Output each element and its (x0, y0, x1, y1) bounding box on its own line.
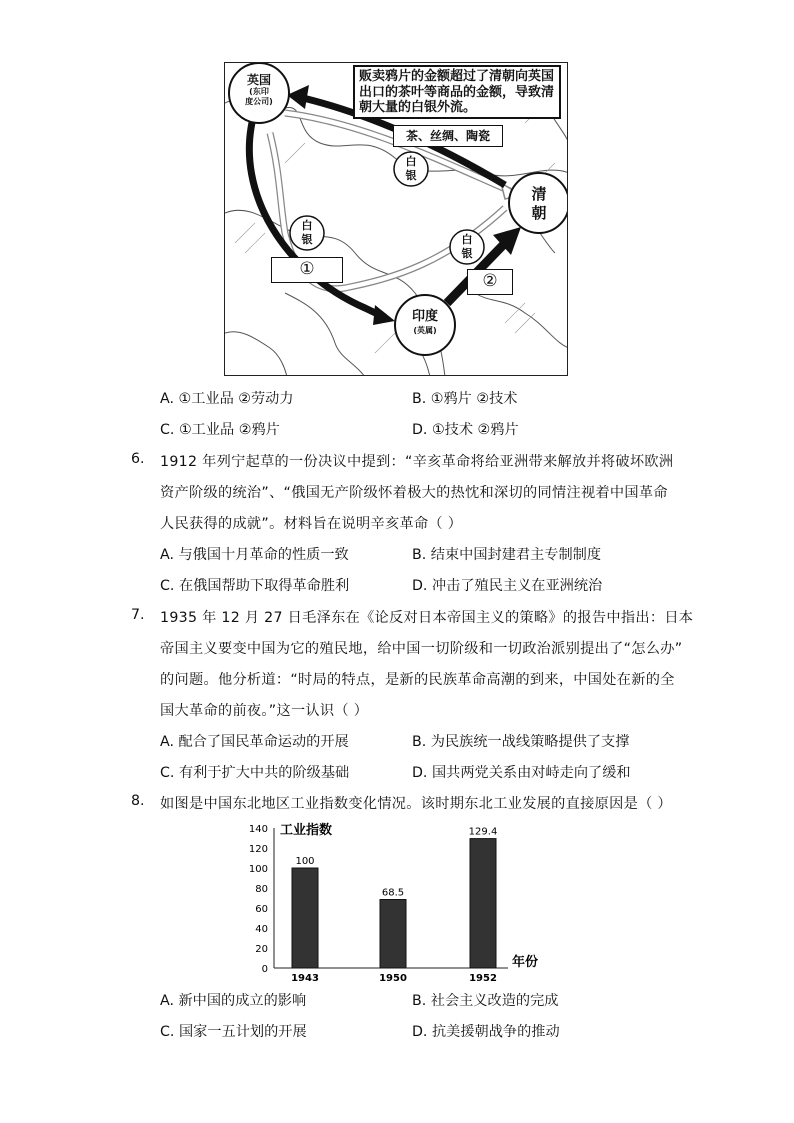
option-text: 新中国的成立的影响 (178, 993, 307, 1009)
option-label: C. (160, 422, 175, 438)
chart-y-tick-label: 80 (255, 884, 268, 895)
q6-stem-line-2: 资产阶级的统治”、“俄国无产阶级怀着极大的热忱和深切的同情注视着中国革命 (160, 485, 668, 501)
option-label: D. (412, 578, 428, 594)
chart-y-tick-label: 100 (248, 864, 268, 875)
silver-label-left: 白银 (301, 219, 313, 246)
option-text: 国家一五计划的开展 (178, 1024, 307, 1040)
chart-svg (240, 818, 560, 984)
chart-xlabel: 年份 (512, 955, 539, 970)
chart-y-tick-label: 20 (255, 944, 268, 955)
chart-y-tick-label: 60 (255, 904, 268, 915)
chart-bar-1952 (470, 839, 496, 968)
trade-map-figure (224, 62, 568, 376)
option-text: 结束中国封建君主专制制度 (430, 547, 602, 563)
chart-data-label-1943: 100 (295, 856, 315, 867)
q7-option-b[interactable] (412, 731, 629, 751)
silver-label-top: 白银 (405, 155, 417, 182)
q5-option-a[interactable] (160, 388, 294, 408)
q7-number: 7. (131, 607, 145, 623)
q6-stem-line-3: 人民获得的成就”。材料旨在说明辛亥革命（ ） (160, 516, 463, 532)
india-sublabel: (英属) (413, 326, 437, 335)
chart-ylabel: 工业指数 (280, 823, 333, 838)
chart-data-label-1950: 68.5 (381, 887, 405, 899)
q7-option-d[interactable] (412, 762, 631, 782)
option-text: 冲击了殖民主义在亚洲统治 (431, 578, 603, 594)
chart-y-tick-label: 40 (255, 924, 268, 935)
option-text: ①工业品 ②劳动力 (178, 391, 294, 407)
q7-stem-line-4: 国大革命的前夜。”这一认识（ ） (160, 703, 369, 719)
option-label: B. (412, 734, 427, 750)
chart-x-tick-label-1952: 1952 (469, 973, 497, 984)
option-label: B. (412, 391, 427, 407)
q8-option-b[interactable] (412, 990, 558, 1010)
uk-sublabel-2: 度公司) (245, 97, 273, 106)
q7-option-a[interactable] (160, 731, 349, 751)
map-blank-box-2: ② (467, 269, 513, 295)
option-label: D. (412, 422, 428, 438)
option-label: D. (412, 765, 428, 781)
option-label: A. (160, 993, 174, 1009)
option-text: 与俄国十月革命的性质一致 (178, 547, 349, 563)
option-label: C. (160, 1024, 175, 1040)
q5-option-d[interactable] (412, 419, 519, 439)
option-text: ①工业品 ②鸦片 (178, 422, 280, 438)
option-label: A. (160, 734, 174, 750)
option-label: C. (160, 765, 175, 781)
chart-y-tick-label: 120 (248, 844, 268, 855)
option-text: 配合了国民革命运动的开展 (178, 734, 349, 750)
uk-node (233, 73, 285, 107)
silver-label-right: 白银 (461, 233, 473, 260)
q6-option-a[interactable] (160, 544, 349, 564)
chart-bar-1950 (380, 900, 406, 969)
q8-option-c[interactable] (160, 1021, 307, 1041)
qing-label: 清朝 (531, 185, 547, 222)
q5-option-b[interactable] (412, 388, 517, 408)
map-blank-box-1: ① (271, 257, 343, 283)
q7-option-c[interactable] (160, 762, 349, 782)
option-text: 在俄国帮助下取得革命胜利 (178, 578, 350, 594)
map-goods-label: 茶、丝绸、陶瓷 (393, 125, 503, 147)
option-text: 为民族统一战线策略提供了支撑 (430, 734, 630, 750)
india-node (397, 309, 453, 336)
chart-data-label-1952: 129.4 (468, 826, 498, 838)
chart-x-tick-label-1943: 1943 (291, 973, 319, 984)
option-label: D. (412, 1024, 428, 1040)
option-text: 有利于扩大中共的阶级基础 (178, 765, 350, 781)
q8-number: 8. (131, 793, 145, 809)
option-label: C. (160, 578, 175, 594)
industry-index-chart (240, 818, 560, 984)
q8-stem-line-1: 如图是中国东北地区工业指数变化情况。该时期东北工业发展的直接原因是（ ） (160, 796, 672, 812)
option-text: 社会主义改造的完成 (430, 993, 559, 1009)
chart-y-tick-label: 0 (261, 964, 268, 975)
option-text: ①鸦片 ②技术 (430, 391, 518, 407)
chart-bar-1943 (292, 868, 318, 968)
q8-option-a[interactable] (160, 990, 306, 1010)
india-label: 印度 (411, 309, 438, 324)
chart-y-tick-label: 140 (248, 824, 268, 835)
option-text: 抗美援朝战争的推动 (431, 1024, 560, 1040)
option-label: A. (160, 547, 174, 563)
q5-option-c[interactable] (160, 419, 280, 439)
map-callout-text: 贩卖鸦片的金额超过了清朝向英国出口的茶叶等商品的金额，导致清朝大量的白银外流。 (353, 65, 561, 119)
option-text: ①技术 ②鸦片 (431, 422, 519, 438)
q7-stem-line-2: 帝国主义要变中国为它的殖民地，给中国一切阶级和一切政治派别提出了“怎么办” (160, 641, 683, 657)
q7-stem-line-1: 1935 年 12 月 27 日毛泽东在《论反对日本帝国主义的策略》的报告中指出：日本 (160, 610, 694, 626)
q6-option-d[interactable] (412, 575, 602, 595)
uk-sublabel-1: (东印 (249, 87, 269, 96)
option-label: B. (412, 993, 427, 1009)
uk-label: 英国 (246, 73, 271, 87)
q7-stem-line-3: 的问题。他分析道：“时局的特点，是新的民族革命高潮的到来，中国处在新的全 (160, 672, 675, 688)
option-label: B. (412, 547, 427, 563)
option-label: A. (160, 391, 174, 407)
q6-stem-line-1: 1912 年列宁起草的一份决议中提到：“辛亥革命将给亚洲带来解放并将破坏欧洲 (160, 454, 674, 470)
q6-option-c[interactable] (160, 575, 349, 595)
q8-option-d[interactable] (412, 1021, 560, 1041)
q6-number: 6. (131, 451, 145, 467)
chart-x-tick-label-1950: 1950 (379, 973, 407, 984)
q6-option-b[interactable] (412, 544, 601, 564)
option-text: 国共两党关系由对峙走向了缓和 (431, 765, 631, 781)
